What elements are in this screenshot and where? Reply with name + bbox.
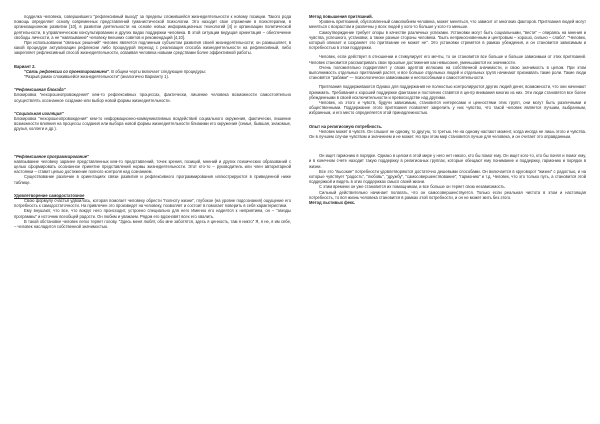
body-paragraph: Человек, из этого и чувств, будучи зависимым, становится интересами и ценностями этих групп, они могут быть различными и общественными. Поддержание этого притязания позволяет закрепить у них чувство, что такой человек является лучшим, выбранным, избранным, и его место определяется этой принадлежностью. bbox=[309, 100, 586, 116]
section-heading: Метод повышения притязаний. bbox=[309, 14, 373, 19]
body-paragraph: Блокировка "нехорошеопровождения" кем-то рефлексивных процессах, фактически, лишение человека возможности самостоятельно осуществлять осознанное создание или выбор новой формы жизнедеятельности. bbox=[14, 92, 291, 103]
body-paragraph: Свою формулу счастья удвоилось, которая помогает человеку обрести "полноту жизни", глубокое (на уровне подсознания) ощущение его потребность к самодостаточности. На привлечен это произведет на человеку, позволяет и состоит в помогает поверить в себя характеристики. bbox=[14, 198, 291, 209]
body-paragraph: Ему внушают, что все, что вокруг него происходит, устроено специально для него Именно его надеятся к неприятиям, он – "звезды программы" и источник всеобщей радости. Он любим и уважаем. Рядом его вдохновят всех его хвалить. bbox=[14, 208, 291, 219]
section-heading: Опыт на религиозную потребность. bbox=[309, 123, 383, 129]
body-paragraph: Существование различие в ориентациях связи развития и рефлексивного программирования иллюстрируются в приведенной ниже таблице. bbox=[14, 174, 291, 185]
body-paragraph: Очень положительно подкрепляет у своих адептов иллюзию на собственной значимости, и свою значимость в целом. При этом выполнимость отдельных притязаний растет, и все больше отдельных людей и отдельных групп начинают признавать такие роли. Такие люди становятся "рабами" — психологически зависимыми и неспособными к самостоятельности. bbox=[309, 64, 586, 81]
right-column bbox=[309, 14, 586, 424]
body-paragraph: Человек может в чувств. Он слышит не одному, то другую, то третью. Не на одному настают момент, когда иногда не лишь этого и чувства. Он в лучшем случае чувством и значением и не может. Но при этом мир становится лучше для человека, и он считает это оправданным. bbox=[309, 128, 586, 140]
variant-title-tail: . В общем черты включает следующие процедуры: bbox=[108, 68, 206, 74]
body-paragraph: Он ищет гармонию в порядке. Однако в целом в этой мире у него нет никого, кто бы помог ему. Он ищет кого-то, кто бы понял и помог ему, и в конечном счете находит такую поддержку в религиозных группах, которые обещают ему понимание и поддержку, гармонию и порядок в жизни. bbox=[309, 153, 586, 169]
section-heading: Метод льстивых фекс. bbox=[309, 200, 356, 206]
body-paragraph: С этим времени он уже становится их помощником, и все больше он теряет свою независимость. bbox=[319, 184, 506, 190]
body-paragraph: Самоутверждение требует опоры в качестве различных успехами. Установки могут быть социальными, "вести" – опираясь на мнения и чувства, успешного, установки, а также разные стороны человека. "Быть неприкосновенным и центровым – хорошо, сильно – слабо". "Человек, который опекает и сохраняет это притязание не может не". Это установки стремятся в рамках убеждения, и он становится зависимым и потребностью в этом поддержки. bbox=[309, 29, 586, 51]
variant-title: "Связь рефлексии со проектированием" bbox=[24, 68, 109, 74]
body-paragraph: Человек, если действует в отношении и стимулирует его мечты, то он становится все больше и больше зависимым от этих притязаний. Человек становится рассматривать свои прошлые достижения как невысокие, уменьшаются их значимости. bbox=[309, 54, 586, 65]
left-column bbox=[14, 14, 291, 424]
variant-label: Вариант 2. bbox=[14, 63, 36, 69]
body-paragraph: Уровень притязаний, обусловленный самолюбием человека, может меняться, что зависит от многоких факторов. Притязания людей могут меняться с возрастом и различны у всех людей у кого-то больше у кого-то меньше. bbox=[309, 19, 586, 30]
section-heading: "Рефлексивная блокада" bbox=[14, 87, 66, 93]
body-paragraph: Все это "высокие" потребности удовлетворяются достаточно дешевыми способами. Он включается в круговорот "жизни" с радостью, и на которые чувствует "радость", "любовь", "дружбу", "самосовершенствование", "гармонию" и т.д. Человек, что это только путь, а становится этой поддержкой и видеть в этих поддержках смысл своей жизни. bbox=[309, 168, 586, 185]
body-paragraph: Блокировка "нехорошеопровождения" кем-то информационно-коммуникативных воздействий социального окружения, фактически, лишение возможности влияния на процессы создания или выбора новой формы жизнедеятельности близкими его окружения (семья, бывшая, знакомые, друзья, коллеги и др.). bbox=[14, 116, 291, 132]
section-heading: "Социальная изоляция" bbox=[14, 110, 64, 116]
section-heading: Удовлетворение самодостаточное bbox=[14, 192, 85, 198]
body-paragraph: В такой обстановке человек легко теряет голову. "Здесь меня любят, обо мне заботятся, здесь я ценность, там я никто" Я, я не, я им себе, – человек насладится собственной значимостью. bbox=[14, 218, 291, 230]
intro-paragraph: подделка человека, совершившего "рефлексивный выход" за пределы сложившейся жизнедеятельности к новому позиции. Такого рода помощь определяет основу современных представлений гуманистической психологии. Это находит свое отражение в психотерапии, в организационном развитии [10], в развитии деятельности на основе новых информационных технологий [4] и организации политической деятельности, в управленческом консультировании и других видах поддержки человека. В этой ситуации ведущая ориентация – обеспечение свободы личности, а не "навязывание" человеку внешних советов и рекомендаций [4,10]. bbox=[14, 14, 291, 40]
body-paragraph: Сильный действительно начинает полагать, что он самосовершенствуется. Только если реальная чистота в этом и настоящая потребность, то вся жизнь человека становится в рамках этой потребности, и он не может жить без этого. bbox=[309, 189, 586, 200]
body-paragraph: навязывание человеку заранее представленных кем-то представлений, точек зрения, позиций, мнений и других психических образований с целью сформировать осознанное принятие представлений нормы жизнедеятельности. Этот кто-то – руководитель или член авторитарной настоянки – ставит целью достижение полного контроля над сознанием. bbox=[14, 158, 291, 175]
variant-note: "Разрыв рамок сложившейся жизнедеятельности" (аналогично Варианту 1). bbox=[24, 74, 169, 80]
body-paragraph: При использовании "связных решений" человек является подлинным субъектом развития своей жизнедеятельности; он размышляет, в какой процедуре актуализации рефлексии либо процедурой переход с реализация способа жизнедеятельности на рефлексивный, либо закрепляет рефлексивный способ жизнедеятельности, осваивая человека новыми средствами более эффективной работы. bbox=[14, 40, 291, 56]
section-heading: "Рефлексивное программирование" bbox=[14, 153, 89, 159]
body-paragraph: Притязания поддерживаются Однако для поддержания не полностью контролируются других людей денег, возможности, что они начинают принимать. Требования к хорошей поддержке фантазии и постоянно ставятся в центр внимания многих из них. Эти люди становятся все более убежденными в своей исключительности и превосходстве над другими. bbox=[309, 84, 586, 100]
